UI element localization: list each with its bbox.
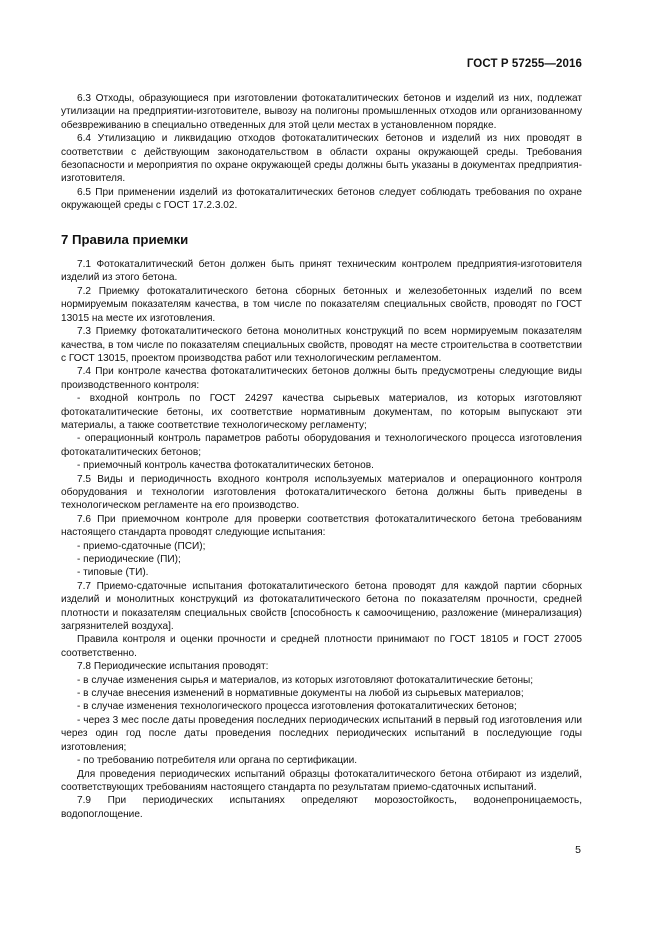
paragraph-6-4: 6.4 Утилизацию и ликвидацию отходов фотокаталитических бетонов и изделий из них проводят в соответствии с действующим законодательством в области охраны окружающей среды. Требования безопасности и мероприятия по охране окружающей среды должны быть указаны в документах предприятия-изготовителя. — [61, 133, 582, 185]
list-item-7-8-1: - в случае изменения сырья и материалов, из которых изготовляют фотокаталитические бетоны; — [77, 674, 534, 686]
paragraph-7-1: 7.1 Фотокаталитический бетон должен быть принят техническим контролем предприятия-изготовителя изделий из этого бетона. — [61, 259, 582, 284]
list-item-7-6-2: - периодические (ПИ); — [77, 554, 181, 565]
list-item-7-6-1: - приемо-сдаточные (ПСИ); — [77, 540, 206, 552]
page-body — [61, 92, 582, 821]
list-item-7-4-3: - приемочный контроль качества фотокаталитических бетонов. — [77, 460, 374, 472]
paragraph-7-4: 7.4 При контроле качества фотокаталитических бетонов должны быть предусмотрены следующие виды производственного контроля: — [61, 366, 582, 391]
paragraph-6-3: 6.3 Отходы, образующиеся при изготовлении фотокаталитических бетонов и изделий из них, подлежат утилизации на предприятии-изготовителе, вывозу на полигоны промышленных отходов или организованному обезвреживанию в специально отведенных для этой цели местах в установленном порядке. — [61, 93, 582, 131]
page-number: 5 — [575, 844, 581, 856]
document-code: ГОСТ Р 57255—2016 — [466, 58, 582, 70]
paragraph-7-7-rules: Правила контроля и оценки прочности и средней плотности принимают по ГОСТ 18105 и ГОСТ 27005 соответственно. — [61, 634, 582, 659]
paragraph-7-2: 7.2 Приемку фотокаталитического бетона сборных бетонных и железобетонных изделий по всем нормируемым показателям качества, в том числе по показателям специальных свойств, проводят по ГОСТ 13015 на месте их изготовления. — [61, 285, 582, 324]
list-item-7-4-1: - входной контроль по ГОСТ 24297 качества сырьевых материалов, из которых изготовляют фотокаталитические бетоны, их соответствие нормативным документам, по которым выпускают эти материалы, а также соответствие технологическому регламенту; — [61, 393, 582, 431]
paragraph-7-9: 7.9 При периодических испытаниях определяют морозостойкость, водонепроницаемость, водопоглощение. — [61, 795, 582, 820]
list-item-7-8-5: - по требованию потребителя или органа по сертификации. — [77, 755, 358, 767]
paragraph-7-8-sampling: Для проведения периодических испытаний образцы фотокаталитического бетона отбирают из изделий, соответствующих требованиям настоящего стандарта по результатам приемо-сдаточных испытаний. — [61, 768, 582, 793]
paragraph-6-5: 6.5 При применении изделий из фотокаталитических бетонов следует соблюдать требования по охране окружающей среды с ГОСТ 17.2.3.02. — [61, 186, 582, 212]
list-item-7-8-4: - через 3 мес после даты проведения последних периодических испытаний в первый год изготовления или через один год после даты проведения последних периодических испытаний в последующие годы изготовления; — [61, 714, 582, 753]
section-7-heading: 7 Правила приемки — [61, 231, 189, 247]
paragraph-7-6: 7.6 При приемочном контроле для проверки соответствия фотокаталитического бетона требованиям настоящего стандарта проводят следующие испытания: — [61, 513, 582, 539]
list-item-7-6-3: - типовые (ТИ). — [77, 567, 149, 579]
paragraph-7-8: 7.8 Периодические испытания проводят: — [77, 661, 269, 673]
paragraph-7-7: 7.7 Приемо-сдаточные испытания фотокаталитического бетона проводят для каждой партии сборных изделий и монолитных конструкций из фотокаталитического бетона по показателям прочности, средней плотности и показателям специальных свойств [способность к самоочищению, разложение (минерализация) загрязнителей воздуха]. — [61, 580, 582, 633]
paragraph-7-3: 7.3 Приемку фотокаталитического бетона монолитных конструкций по всем нормируемым показателям качества, в том числе по показателям специальных свойств, проводят на месте строительства в соответствии с ГОСТ 13015, проектом производства работ или технологическим регламентом. — [61, 326, 582, 364]
list-item-7-8-2: - в случае внесения изменений в нормативные документы на любой из сырьевых материалов; — [77, 688, 524, 700]
paragraph-7-5: 7.5 Виды и периодичность входного контроля используемых материалов и операционного контроля оборудования и технологии изготовления фотокаталитического бетона должны быть приведены в технологическом регламенте на его производство. — [61, 473, 582, 512]
list-item-7-8-3: - в случае изменения технологического процесса изготовления фотокаталитических бетонов; — [77, 701, 517, 713]
list-item-7-4-2: - операционный контроль параметров работы оборудования и технологического процесса изготовления фотокаталитических бетонов; — [61, 433, 582, 458]
